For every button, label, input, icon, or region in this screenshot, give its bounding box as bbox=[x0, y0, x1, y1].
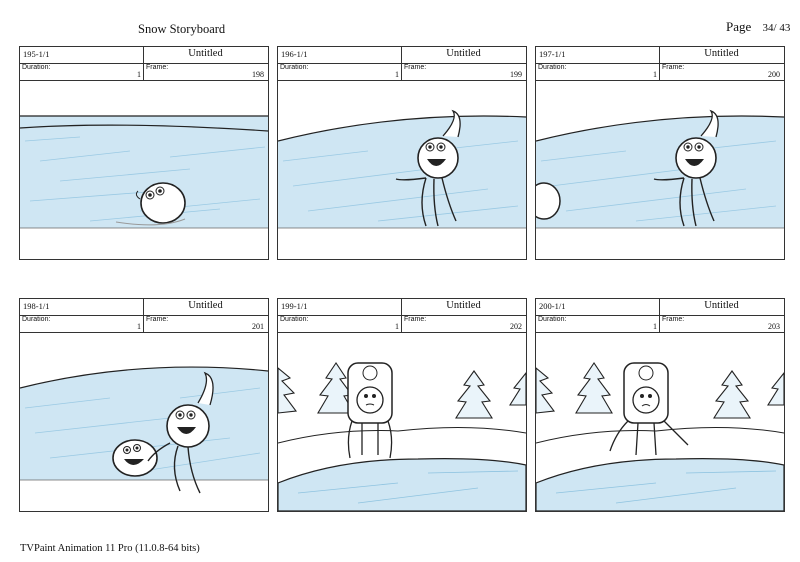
panel-info bbox=[536, 63, 784, 81]
ice-slope-scene bbox=[20, 333, 268, 511]
panel-info bbox=[20, 63, 268, 81]
frame-label: Frame: bbox=[146, 64, 169, 71]
storyboard-panel[interactable] bbox=[535, 298, 785, 512]
frame-label: Frame: bbox=[662, 64, 685, 71]
shot-id: 197-1/1 bbox=[539, 49, 566, 59]
panel-header bbox=[536, 47, 784, 64]
divider bbox=[401, 315, 402, 332]
panel-info bbox=[20, 315, 268, 333]
page-number: 34/ 43 bbox=[762, 22, 791, 34]
ice-slope-scene bbox=[278, 81, 526, 259]
duration-label: Duration: bbox=[538, 316, 567, 323]
panel-title[interactable]: Untitled bbox=[704, 48, 739, 59]
divider bbox=[143, 63, 144, 80]
duration-value: 1 bbox=[395, 70, 399, 79]
divider bbox=[143, 315, 144, 332]
panel-header bbox=[278, 299, 526, 316]
frame-value: 201 bbox=[252, 322, 264, 331]
panel-drawing[interactable] bbox=[536, 81, 784, 259]
panel-drawing[interactable] bbox=[20, 81, 268, 259]
panel-header bbox=[278, 47, 526, 64]
page-label: Page bbox=[726, 19, 752, 34]
divider bbox=[401, 63, 402, 80]
duration-label: Duration: bbox=[22, 316, 51, 323]
duration-value: 1 bbox=[653, 322, 657, 331]
forest-pond-scene bbox=[278, 333, 526, 511]
panel-drawing[interactable] bbox=[278, 333, 526, 511]
storyboard-title: Snow Storyboard bbox=[138, 22, 226, 36]
panel-title[interactable]: Untitled bbox=[446, 48, 481, 59]
ice-slope-scene bbox=[536, 81, 784, 259]
shot-id: 199-1/1 bbox=[281, 301, 308, 311]
panel-header bbox=[536, 299, 784, 316]
frame-value: 200 bbox=[768, 70, 780, 79]
shot-id: 200-1/1 bbox=[539, 301, 566, 311]
panel-info bbox=[278, 63, 526, 81]
divider bbox=[659, 315, 660, 332]
frame-value: 203 bbox=[768, 322, 780, 331]
duration-value: 1 bbox=[137, 70, 141, 79]
duration-value: 1 bbox=[395, 322, 399, 331]
duration-value: 1 bbox=[137, 322, 141, 331]
software-footer: TVPaint Animation 11 Pro (11.0.8-64 bits) bbox=[20, 543, 200, 554]
frame-value: 202 bbox=[510, 322, 522, 331]
storyboard-panel[interactable] bbox=[277, 46, 527, 260]
panel-header bbox=[20, 47, 268, 64]
panel-title[interactable]: Untitled bbox=[188, 48, 223, 59]
divider bbox=[659, 63, 660, 80]
panel-info bbox=[278, 315, 526, 333]
panel-info bbox=[536, 315, 784, 333]
panel-drawing[interactable] bbox=[278, 81, 526, 259]
duration-label: Duration: bbox=[280, 316, 309, 323]
panel-drawing[interactable] bbox=[20, 333, 268, 511]
ice-slope-scene bbox=[20, 81, 268, 259]
page-indicator bbox=[726, 19, 790, 35]
duration-label: Duration: bbox=[22, 64, 51, 71]
panel-drawing[interactable] bbox=[536, 333, 784, 511]
forest-pond-scene bbox=[536, 333, 784, 511]
panel-title[interactable]: Untitled bbox=[704, 300, 739, 311]
storyboard-panel[interactable] bbox=[535, 46, 785, 260]
frame-label: Frame: bbox=[146, 316, 169, 323]
shot-id: 195-1/1 bbox=[23, 49, 50, 59]
storyboard-panel[interactable] bbox=[19, 46, 269, 260]
panel-header bbox=[20, 299, 268, 316]
storyboard-panel[interactable] bbox=[277, 298, 527, 512]
duration-value: 1 bbox=[653, 70, 657, 79]
frame-label: Frame: bbox=[662, 316, 685, 323]
shot-id: 198-1/1 bbox=[23, 301, 50, 311]
duration-label: Duration: bbox=[280, 64, 309, 71]
panel-title[interactable]: Untitled bbox=[188, 300, 223, 311]
frame-label: Frame: bbox=[404, 316, 427, 323]
panel-title[interactable]: Untitled bbox=[446, 300, 481, 311]
storyboard-panel[interactable] bbox=[19, 298, 269, 512]
frame-label: Frame: bbox=[404, 64, 427, 71]
shot-id: 196-1/1 bbox=[281, 49, 308, 59]
frame-value: 198 bbox=[252, 70, 264, 79]
duration-label: Duration: bbox=[538, 64, 567, 71]
frame-value: 199 bbox=[510, 70, 522, 79]
